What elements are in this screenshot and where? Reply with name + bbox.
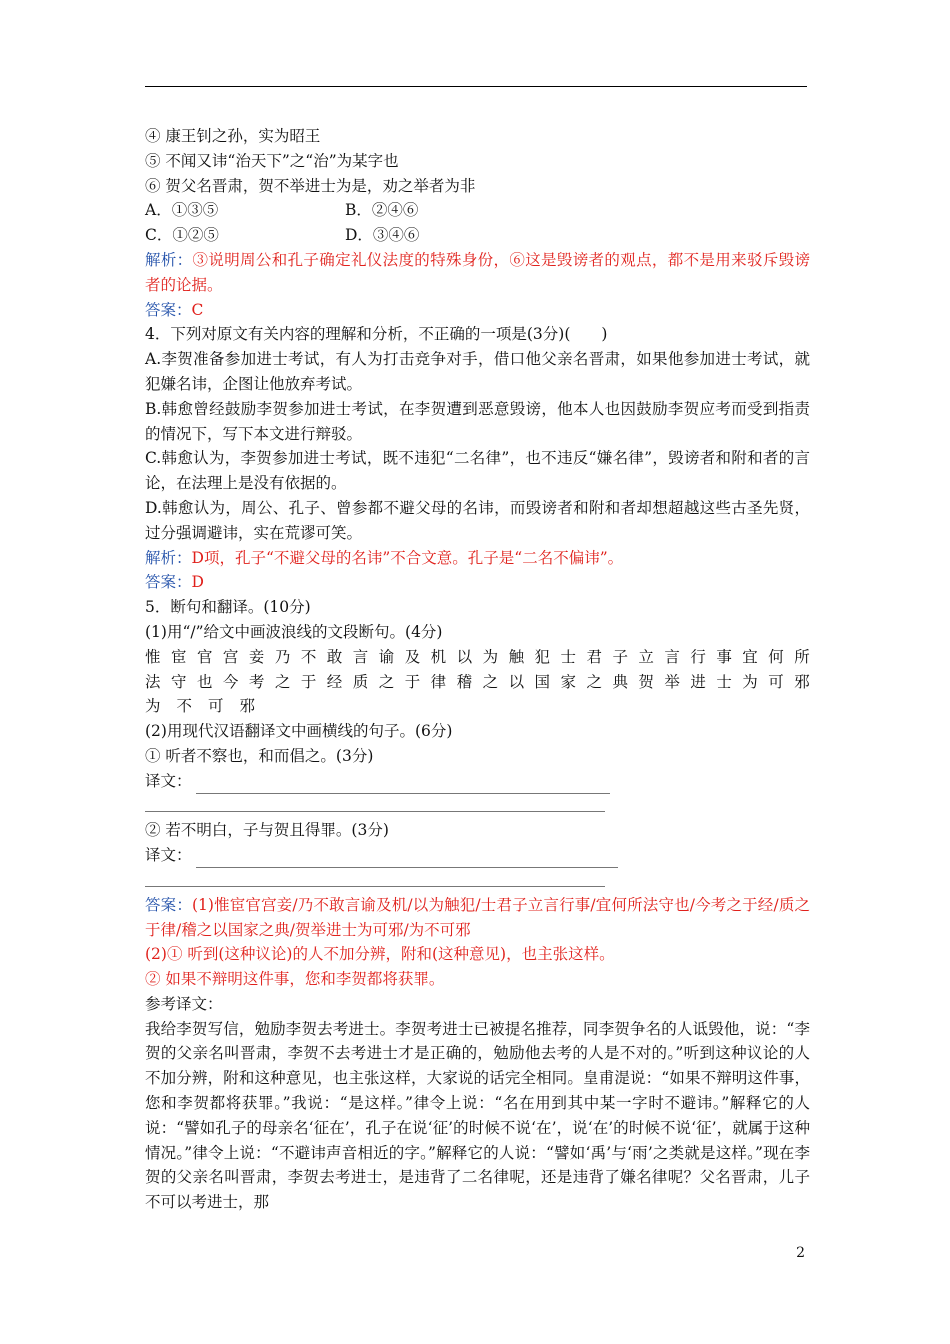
- q4-option-d: D.韩愈认为，周公、孔子、曾参都不避父母的名讳，而毁谤者和附和者却想超越这些古圣先贤，过分强调避讳，实在荒谬可笑。: [145, 498, 810, 542]
- passage-char: 立: [638, 647, 654, 666]
- document-body: [145, 124, 810, 1215]
- passage-char: 言: [352, 647, 369, 666]
- translation-label: 译文：: [145, 771, 192, 790]
- passage-char: 官: [196, 647, 213, 666]
- passage-char: 可: [768, 672, 784, 691]
- reference-translation: 我给李贺写信，勉励李贺去考进士。李贺考进士已被提名推荐，同李贺争名的人诋毁他，说：“李贺的父亲名叫晋肃，李贺不去考进士才是正确的，勉励他去考的人是不对的。”听到这种议论的人不加分辨，附和这种意见，也主张这样，大家说的话完全相同。皇甫湜说：“如果不辩明这件事，您和李贺都将获罪。”我说：“是这样。”律令上说：“名在用到其中某一字时不避讳。”解释它的人说：“譬如孔子的母亲名‘征在’，孔子在说‘征’的时候不说‘在’，说‘在’的时候不说‘征’，就属于这种情况。”律令上说：“不避讳声音相近的字。”解释它的人说：“譬如‘禹’与‘雨’之类就是这样。”现在李贺的父亲名叫晋肃，李贺去考进士，是违背了二名律呢，还是违背了嫌名律呢？父名晋肃，儿子不可以考进士，那: [145, 1019, 810, 1212]
- passage-char: 之: [378, 672, 395, 691]
- q4-option-a: A.李贺准备参加进士考试，有人为打击竞争对手，借口他父亲名晋肃，如果他参加进士考试，就犯嫌名讳，企图让他放弃考试。: [145, 350, 810, 393]
- passage-char: 乃: [274, 647, 291, 666]
- q3-options-row-1: [145, 198, 810, 223]
- option-b: B．②④⑥: [345, 201, 419, 220]
- option-a: A．①③⑤: [145, 201, 219, 220]
- passage-char: 质: [352, 672, 369, 691]
- passage-char: 以: [508, 672, 525, 691]
- passage-char: 之: [482, 672, 499, 691]
- page-number: 2: [796, 1245, 805, 1261]
- passage-char: 不: [176, 697, 193, 716]
- passage-char: 之: [586, 672, 602, 691]
- q4-option-c: C.韩愈认为，李贺参加进士考试，既不违犯“二名律”，也不违反“嫌名律”，毁谤者和附和者的言论，在法理上是没有依据的。: [145, 449, 810, 493]
- analysis-text: D项，孔子“不避父母的名讳”不合文意。孔子是“二名不偏讳”。: [191, 548, 624, 567]
- translation-row-1: [145, 769, 810, 794]
- passage-char: 宫: [222, 647, 239, 666]
- header-rule: [145, 86, 807, 87]
- passage-char: 言: [664, 647, 680, 666]
- q4-analysis: [145, 546, 810, 571]
- analysis-text: ③说明周公和孔子确定礼仪法度的特殊身份，⑥这是毁谤者的观点，都不是用来驳斥毁谤者的论据。: [145, 250, 810, 294]
- passage-char: 也: [196, 672, 213, 691]
- passage-char: 国: [534, 672, 551, 691]
- answer-blank-line[interactable]: [145, 868, 810, 893]
- q5-answer-1: [145, 893, 810, 943]
- answer-label: 答案：: [145, 300, 192, 319]
- passage-char: 举: [664, 672, 680, 691]
- passage-char: 考: [248, 672, 265, 691]
- passage-char: 及: [404, 647, 421, 666]
- q5-part1: (1)用“/”给文中画波浪线的文段断句。(4分): [145, 622, 443, 641]
- passage-char: 不: [300, 647, 317, 666]
- item-5: ⑤ 不闻又讳“治天下”之“治”为某字也: [145, 151, 399, 170]
- item-6: ⑥ 贺父名晋肃，贺不举进士为是，劝之举者为非: [145, 176, 476, 195]
- passage-row: [145, 645, 810, 670]
- passage-char: 于: [404, 672, 421, 691]
- passage-char: 律: [430, 672, 447, 691]
- passage-char: 邪: [794, 672, 810, 691]
- passage-char: 敢: [326, 647, 343, 666]
- item-4: ④ 康王钊之孙，实为昭王: [145, 127, 321, 145]
- passage-char: 法: [145, 672, 161, 691]
- passage-row: [145, 670, 810, 695]
- passage-row: [145, 694, 810, 719]
- q5-sentence-2: ② 若不明白，子与贺且得罪。(3分): [145, 821, 389, 840]
- q4-answer: [145, 570, 810, 595]
- passage-char: 可: [208, 697, 224, 716]
- passage-char: 子: [612, 647, 628, 666]
- answer-text: (1)惟宦官宫妾/乃不敢言谕及机/以为触犯/士君子立言行事/宜何所法守也/今考之于经/质之于律/稽之以国家之典/贺举进士为可邪/为不可邪: [145, 895, 810, 939]
- passage-char: 犯: [534, 647, 551, 666]
- passage-char: 触: [508, 647, 525, 666]
- q4-stem: 4．下列对原文有关内容的理解和分析，不正确的一项是(3分)( ): [145, 325, 608, 344]
- passage-char: 谕: [378, 647, 395, 666]
- q5-part2: (2)用现代汉语翻译文中画横线的句子。(6分): [145, 722, 453, 741]
- passage-char: 何: [768, 647, 784, 666]
- option-d: D．③④⑥: [345, 226, 420, 245]
- answer-value: D: [191, 573, 204, 592]
- q3-options-row-2: [145, 223, 810, 248]
- answer-label: 答案：: [145, 895, 192, 914]
- q5-sentence-1: ① 听者不察也，和而倡之。(3分): [145, 746, 374, 765]
- passage-char: 经: [326, 672, 343, 691]
- analysis-label: 解析：: [145, 548, 192, 567]
- q3-analysis: [145, 248, 810, 298]
- passage-char: 邪: [239, 697, 256, 716]
- passage-char: 事: [716, 647, 732, 666]
- passage-char: 于: [300, 672, 317, 691]
- passage-char: 士: [560, 647, 577, 666]
- passage-char: 家: [560, 672, 577, 691]
- passage-char: 以: [456, 647, 473, 666]
- answer-blank-line[interactable]: [145, 794, 810, 819]
- q3-answer: [145, 298, 810, 323]
- passage-char: 所: [794, 647, 810, 666]
- passage-char: 稽: [456, 672, 473, 691]
- passage-char: 为: [482, 647, 499, 666]
- passage-char: 君: [586, 647, 602, 666]
- passage-char: 贺: [638, 672, 654, 691]
- passage-char: 行: [690, 647, 706, 666]
- passage-char: 为: [145, 697, 161, 716]
- reference-label: 参考译文：: [145, 994, 223, 1013]
- passage-char: 机: [430, 647, 447, 666]
- q5-passage: [145, 645, 810, 719]
- passage-char: 守: [170, 672, 187, 691]
- answer-label: 答案：: [145, 573, 192, 592]
- passage-char: 宦: [170, 647, 187, 666]
- q5-stem: 5．断句和翻译。(10分): [145, 598, 311, 617]
- passage-char: 今: [222, 672, 239, 691]
- answer-blank[interactable]: [196, 853, 618, 868]
- passage-char: 士: [716, 672, 732, 691]
- translation-label: 译文：: [145, 846, 192, 865]
- option-c: C．①②⑤: [145, 226, 219, 245]
- passage-char: 为: [742, 672, 758, 691]
- passage-char: 妾: [248, 647, 265, 666]
- answer-blank[interactable]: [196, 779, 610, 794]
- analysis-label: 解析：: [145, 250, 193, 269]
- passage-char: 惟: [145, 647, 161, 666]
- q5-answer-2: (2)① 听到(这种议论)的人不加分辨，附和(这种意见)，也主张这样。: [145, 945, 615, 964]
- passage-char: 宜: [742, 647, 758, 666]
- answer-value: C: [191, 300, 204, 319]
- q5-answer-3: ② 如果不辩明这件事，您和李贺都将获罪。: [145, 970, 445, 989]
- translation-row-2: [145, 843, 810, 868]
- passage-char: 进: [690, 672, 706, 691]
- passage-char: 之: [274, 672, 291, 691]
- passage-char: 典: [612, 672, 628, 691]
- q4-option-b: B.韩愈曾经鼓励李贺参加进士考试，在李贺遭到恶意毁谤，他本人也因鼓励李贺应考而受到指责的情况下，写下本文进行辩驳。: [145, 399, 810, 443]
